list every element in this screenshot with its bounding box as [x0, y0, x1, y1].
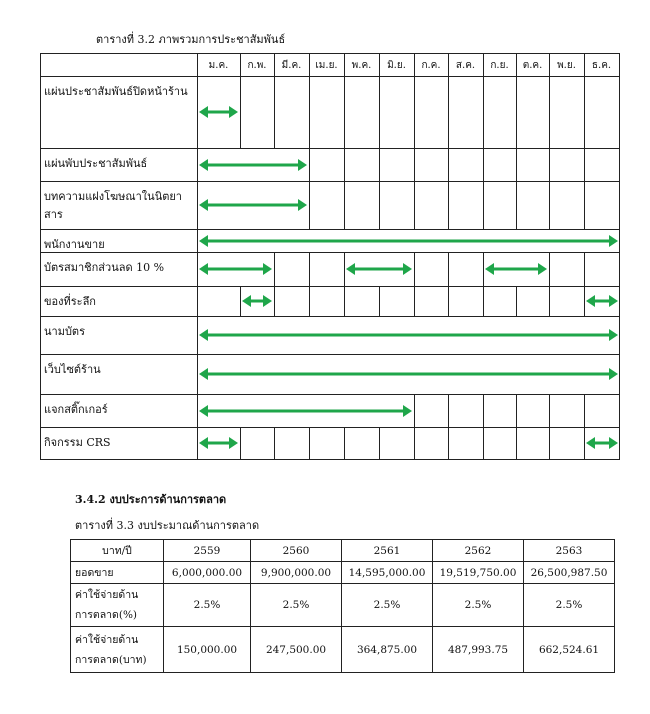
row-border: [40, 354, 620, 355]
month-column-border: [197, 148, 198, 181]
marketing-budget-table: [70, 539, 615, 673]
month-column-border: [414, 286, 415, 316]
month-column-border: [309, 76, 310, 148]
activity-label: สาร: [44, 208, 63, 221]
month-column-border: [414, 181, 415, 229]
month-header: มิ.ย.: [387, 60, 406, 71]
schedule-arrow: [199, 198, 307, 212]
budget-row-label: [71, 562, 164, 584]
row-border: [40, 148, 620, 149]
month-column-border: [344, 286, 345, 316]
budget-value-cell: 14,595,000.00: [342, 562, 433, 584]
budget-value-cell: 2.5%: [164, 584, 251, 627]
row-border: [40, 394, 620, 395]
budget-value-cell: 364,875.00: [342, 627, 433, 673]
month-column-border: [516, 148, 517, 181]
month-column-border: [414, 394, 415, 427]
month-column-border: [584, 148, 585, 181]
month-column-border: [584, 394, 585, 427]
budget-value-cell: 19,519,750.00: [433, 562, 524, 584]
month-column-border: [584, 76, 585, 148]
month-column-border: [197, 229, 198, 252]
month-column-border: [379, 148, 380, 181]
month-column-border: [448, 76, 449, 148]
month-column-border: [584, 181, 585, 229]
row-border: [40, 459, 620, 460]
month-column-border: [483, 76, 484, 148]
budget-value-cell: 150,000.00: [164, 627, 251, 673]
schedule-arrow: [199, 262, 272, 276]
month-column-border: [197, 427, 198, 459]
month-column-border: [584, 427, 585, 459]
month-column-border: [516, 427, 517, 459]
month-header: ธ.ค.: [591, 60, 612, 71]
month-column-border: [309, 148, 310, 181]
table-row: [71, 627, 615, 673]
month-header: พ.ค.: [351, 60, 372, 71]
month-column-border: [549, 286, 550, 316]
month-column-border: [516, 76, 517, 148]
row-border: [40, 229, 620, 230]
month-column-border: [344, 427, 345, 459]
month-column-border: [379, 181, 380, 229]
budget-value-cell: 2.5%: [342, 584, 433, 627]
budget-header-cell: 2560: [251, 540, 342, 562]
schedule-arrow: [586, 436, 618, 450]
month-column-border: [274, 286, 275, 316]
budget-value-cell: 487,993.75: [433, 627, 524, 673]
budget-value-cell: 26,500,987.50: [524, 562, 615, 584]
activity-label: กิจกรรม CRS: [44, 436, 111, 449]
schedule-arrow: [199, 105, 238, 119]
month-header: พ.ย.: [557, 60, 576, 71]
month-column-border: [448, 286, 449, 316]
month-column-border: [549, 76, 550, 148]
month-column-border: [414, 148, 415, 181]
month-column-border: [197, 394, 198, 427]
month-header: ก.ย.: [490, 60, 509, 71]
budget-caption: ตารางที่ 3.3 งบประมาณด้านการตลาด: [75, 519, 260, 532]
activity-label: นามบัตร: [44, 325, 85, 338]
month-header: ส.ค.: [455, 60, 476, 71]
budget-value-cell: 662,524.61: [524, 627, 615, 673]
month-header: ก.ค.: [421, 60, 441, 71]
month-column-border: [379, 286, 380, 316]
budget-row-label-line: ค่าใช้จ่ายด้าน: [75, 589, 139, 601]
budget-header-cell: 2561: [342, 540, 433, 562]
schedule-arrow: [485, 262, 547, 276]
budget-row-label: [71, 627, 164, 673]
row-border: [40, 181, 620, 182]
month-column-border: [197, 286, 198, 316]
month-header: ก.พ.: [247, 60, 267, 71]
budget-row-label-line: การตลาด(บาท): [75, 653, 147, 666]
month-column-border: [483, 286, 484, 316]
month-column-border: [274, 252, 275, 286]
month-header: ต.ค.: [522, 60, 543, 71]
schedule-arrow: [199, 436, 238, 450]
month-column-border: [344, 252, 345, 286]
month-column-border: [549, 181, 550, 229]
month-column-border: [197, 181, 198, 229]
schedule-arrow: [199, 158, 307, 172]
budget-value-cell: 2.5%: [433, 584, 524, 627]
month-column-border: [240, 76, 241, 148]
month-column-border: [414, 76, 415, 148]
month-column-border: [309, 252, 310, 286]
month-column-border: [483, 181, 484, 229]
activity-label: แผ่นพับประชาสัมพันธ์: [44, 157, 148, 170]
table-row: [71, 584, 615, 627]
month-column-border: [379, 76, 380, 148]
schedule-arrow: [199, 404, 412, 418]
schedule-arrow: [242, 294, 272, 308]
activity-label: เว็บไซต์ร้าน: [44, 363, 101, 376]
schedule-arrow: [199, 328, 618, 342]
month-column-border: [516, 286, 517, 316]
month-column-border: [483, 427, 484, 459]
row-border: [40, 427, 620, 428]
month-column-border: [197, 252, 198, 286]
month-column-border: [549, 148, 550, 181]
month-column-border: [549, 394, 550, 427]
budget-value-cell: 6,000,000.00: [164, 562, 251, 584]
budget-header-row: [71, 540, 615, 562]
activity-label: ของที่ระลึก: [44, 295, 96, 308]
budget-value-cell: 247,500.00: [251, 627, 342, 673]
table-border-right: [619, 53, 620, 459]
table-row: [71, 562, 615, 584]
budget-row-label-line: ค่าใช้จ่ายด้าน: [75, 633, 139, 646]
month-column-border: [549, 427, 550, 459]
section-heading: 3.4.2 งบประการด้านการตลาด: [75, 493, 227, 506]
month-header: มี.ค.: [281, 60, 302, 71]
budget-value-cell: 2.5%: [524, 584, 615, 627]
budget-value-cell: 2.5%: [251, 584, 342, 627]
month-column-border: [448, 252, 449, 286]
activity-label: บัตรสมาชิกส่วนลด 10 %: [44, 261, 165, 274]
row-border: [40, 76, 620, 77]
budget-header-cell: 2559: [164, 540, 251, 562]
gantt-caption: ตารางที่ 3.2 ภาพรวมการประชาสัมพันธ์: [96, 33, 286, 46]
month-header: ม.ค.: [208, 60, 229, 71]
month-column-border: [309, 181, 310, 229]
month-column-border: [516, 181, 517, 229]
month-column-border: [197, 316, 198, 354]
activity-label: พนักงานขาย: [44, 238, 105, 251]
month-column-border: [549, 252, 550, 286]
budget-header-cell: 2563: [524, 540, 615, 562]
month-column-border: [344, 76, 345, 148]
budget-value-cell: 9,900,000.00: [251, 562, 342, 584]
month-column-border: [516, 394, 517, 427]
month-column-border: [448, 148, 449, 181]
month-column-border: [309, 427, 310, 459]
activity-label: บทความแฝงโฆษณาในนิตยา: [44, 190, 182, 203]
month-column-border: [197, 76, 198, 148]
row-border: [40, 53, 620, 54]
budget-row-label-line: การตลาด(%): [75, 609, 138, 621]
row-border: [40, 286, 620, 287]
month-column-border: [584, 286, 585, 316]
month-column-border: [483, 394, 484, 427]
month-column-border: [483, 252, 484, 286]
budget-row-label: [71, 584, 164, 627]
month-column-border: [197, 354, 198, 394]
month-column-border: [483, 148, 484, 181]
month-column-border: [309, 286, 310, 316]
month-column-border: [448, 181, 449, 229]
schedule-arrow: [346, 262, 412, 276]
activity-label: แจกสติ๊กเกอร์: [44, 403, 108, 416]
month-column-border: [240, 427, 241, 459]
activity-label: แผ่นประชาสัมพันธ์ปิดหน้าร้าน: [44, 85, 188, 98]
month-column-border: [379, 427, 380, 459]
month-column-border: [414, 427, 415, 459]
month-column-border: [448, 394, 449, 427]
budget-header-cell: 2562: [433, 540, 524, 562]
row-border: [40, 252, 620, 253]
budget-row-label-line: ยอดขาย: [75, 566, 114, 579]
row-border: [40, 316, 620, 317]
schedule-arrow: [199, 367, 618, 381]
month-column-border: [448, 427, 449, 459]
table-border-left: [40, 53, 41, 459]
month-header: เม.ย.: [315, 60, 338, 71]
month-column-border: [584, 252, 585, 286]
schedule-arrow: [586, 294, 618, 308]
month-column-border: [274, 427, 275, 459]
month-column-border: [240, 286, 241, 316]
month-column-border: [344, 181, 345, 229]
month-column-border: [414, 252, 415, 286]
month-column-border: [344, 148, 345, 181]
month-column-border: [274, 76, 275, 148]
budget-header-cell: บาท/ปี: [71, 540, 164, 562]
schedule-arrow: [199, 234, 618, 248]
